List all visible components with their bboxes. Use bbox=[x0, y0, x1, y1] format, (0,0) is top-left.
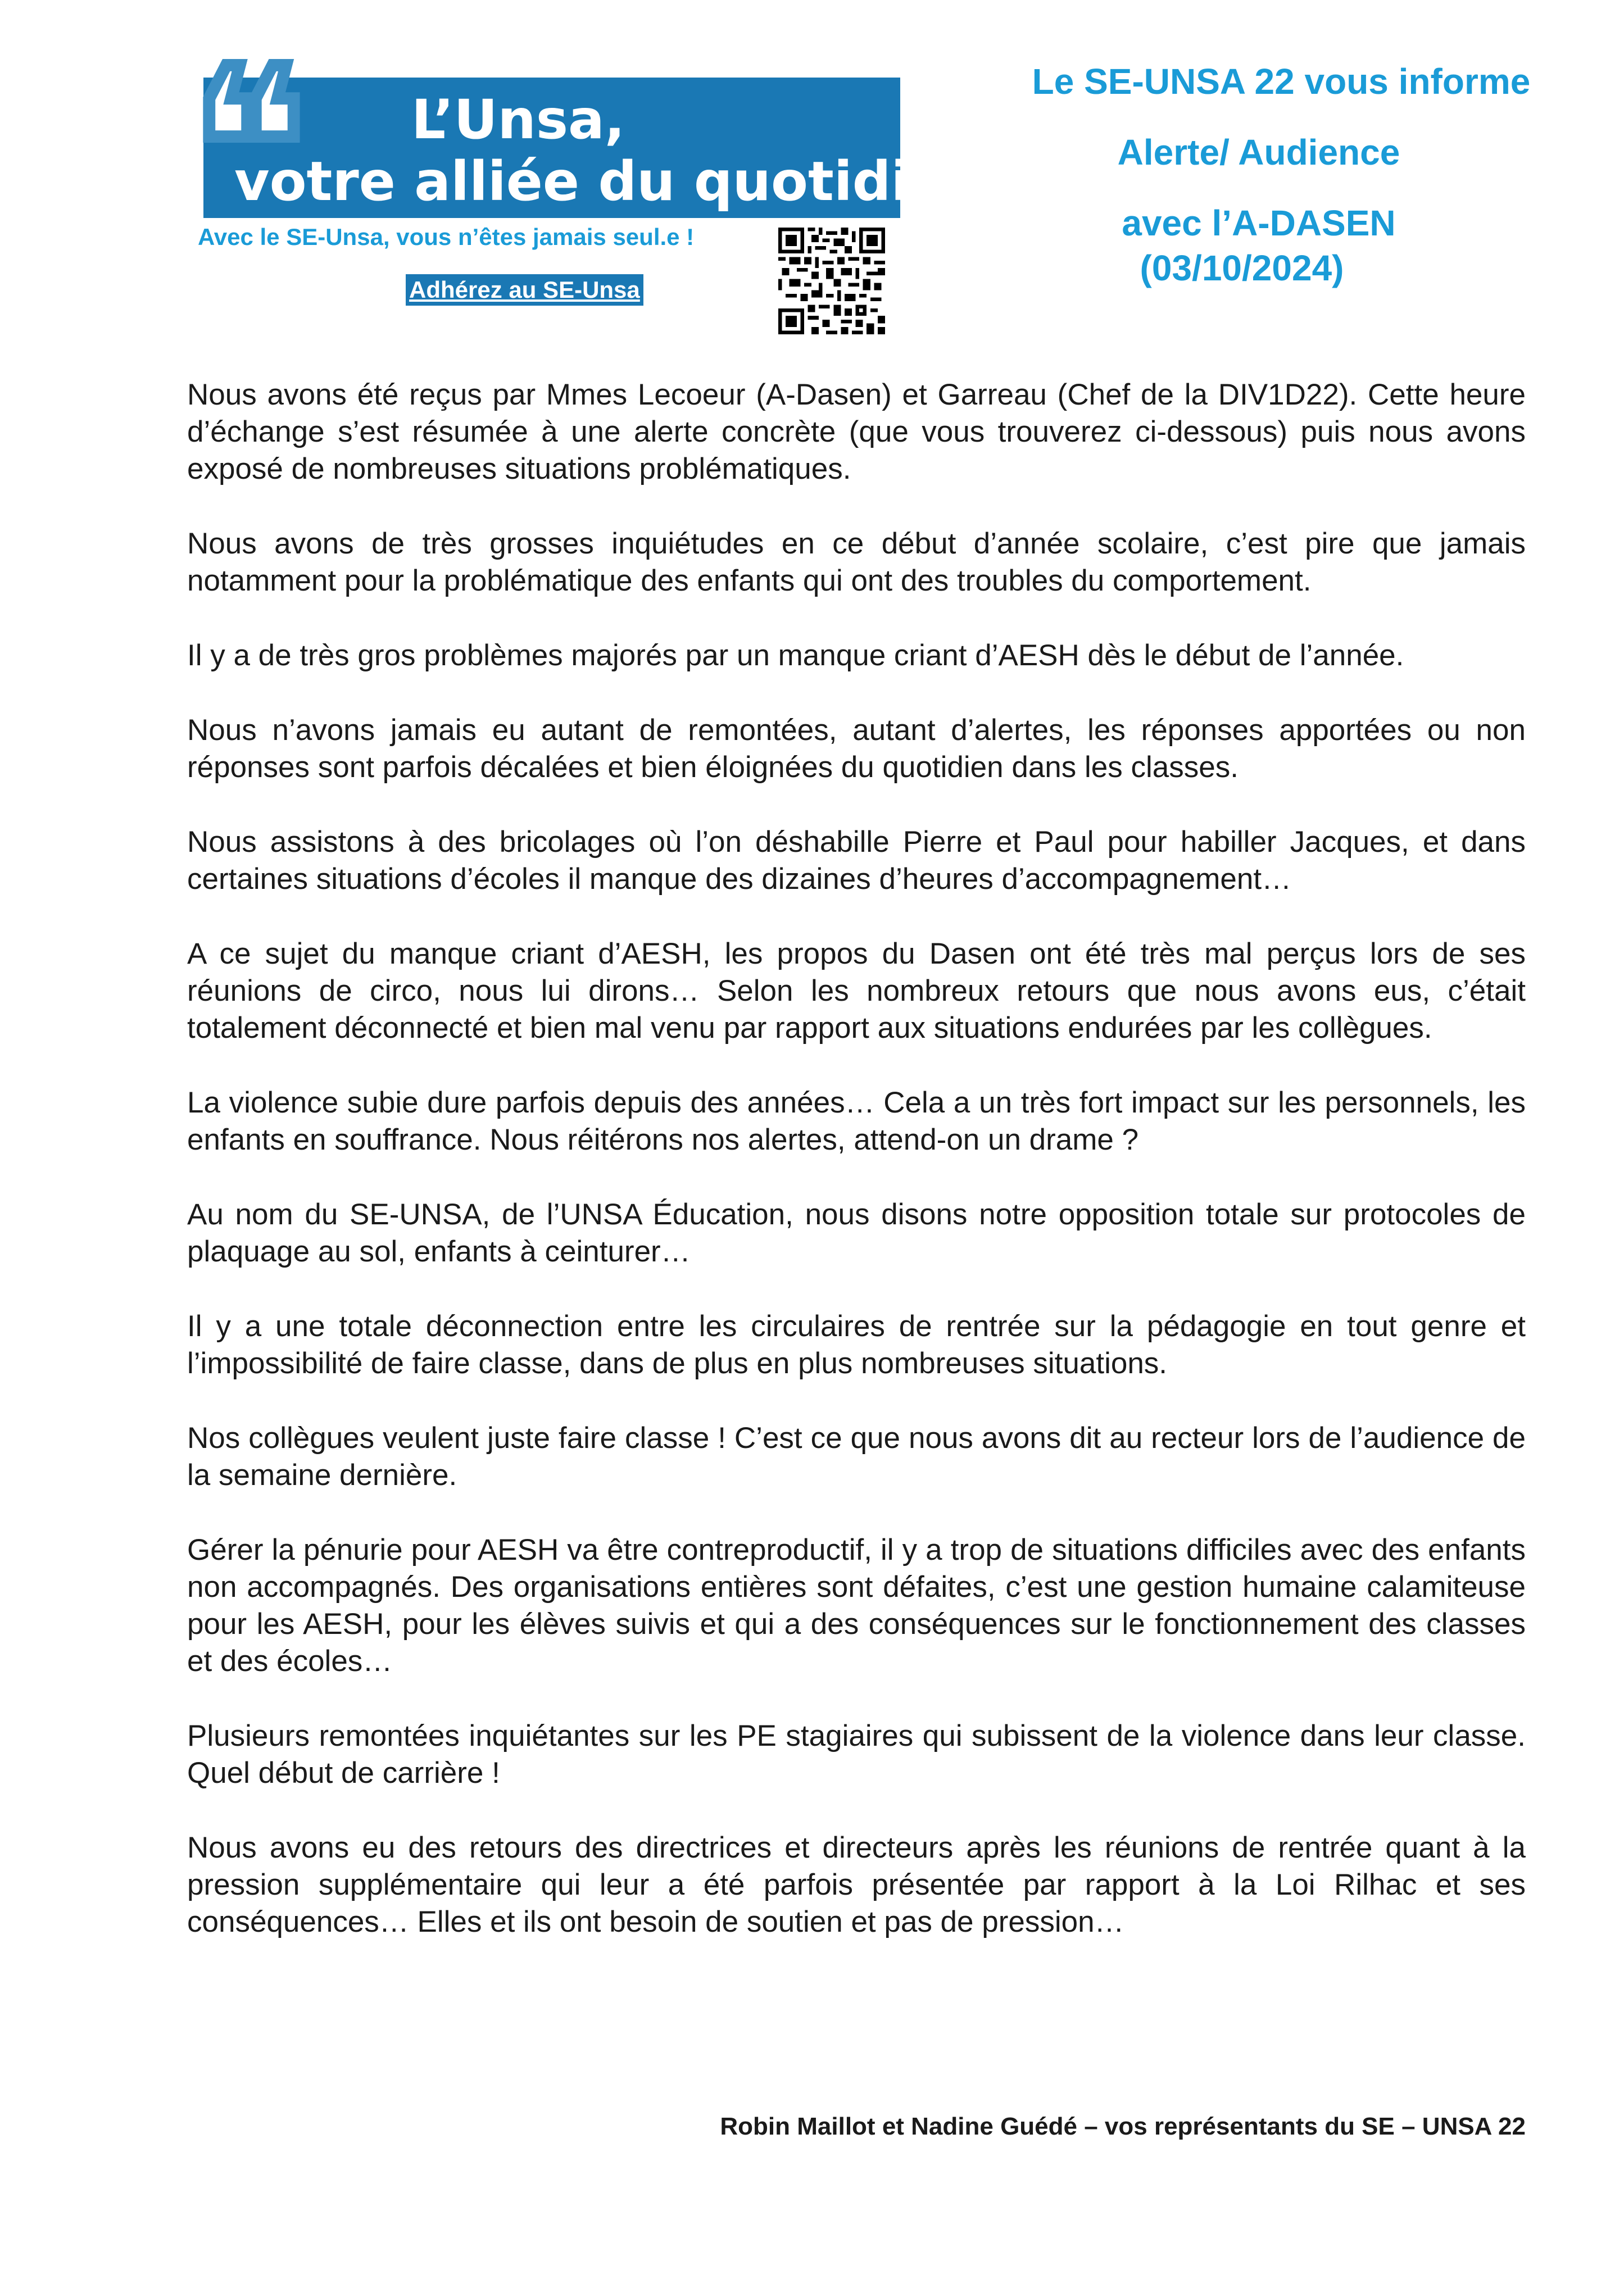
paragraph: Nous avons eu des retours des directrices et directeurs après les réunions de rentrée quant à la pression supplémentaire qui leur a été parfois présentée par rapport à la Loi Rilhac et ses conséquences… Elles et ils ont besoin de soutien et pas de pression… bbox=[187, 1831, 1526, 1938]
paragraph: A ce sujet du manque criant d’AESH, les propos du Dasen ont été très mal perçus lors de ses réunions de circo, nous lui dirons… Selon les nombreux retours que nous avons eus, c’était totalement déconnecté et bien mal venu par rapport aux situations endurées par les collègues. bbox=[187, 937, 1526, 1045]
signature: Robin Maillot et Nadine Guédé – vos représentants du SE – UNSA 22 bbox=[720, 2113, 1526, 2140]
paragraph: Nous assistons à des bricolages où l’on déshabille Pierre et Paul pour habiller Jacques, et dans certaines situations d’écoles il manque des dizaines d’heures d’accompagnement… bbox=[187, 825, 1526, 896]
paragraph: Il y a une totale déconnection entre les circulaires de rentrée sur la pédagogie en tout genre et l’impossibilité de faire classe, dans de plus en plus nombreuses situations. bbox=[187, 1310, 1526, 1380]
paragraph: Gérer la pénurie pour AESH va être contreproductif, il y a trop de situations difficiles avec des enfants non accompagnés. Des organisations entières sont défaites, c’est une gestion humaine calamiteuse pour les AESH, pour les élèves suivis et qui a des conséquences sur le fonctionnement des classes et des écoles… bbox=[187, 1533, 1526, 1678]
banner-line-1: L’Unsa, bbox=[411, 88, 625, 151]
quotation-mark-icon: ❛❛ bbox=[191, 20, 284, 271]
paragraph: Nos collègues veulent juste faire classe ! C’est ce que nous avons dit au recteur lors de l’audience de la semaine dernière. bbox=[187, 1422, 1526, 1492]
paragraph: Il y a de très gros problèmes majorés par un manque criant d’AESH dès le début de l’année. bbox=[187, 639, 1404, 672]
info-title: Le SE-UNSA 22 vous informe bbox=[1032, 61, 1531, 102]
info-date: (03/10/2024) bbox=[1140, 248, 1344, 288]
info-header bbox=[950, 59, 1568, 290]
qr-code-icon[interactable] bbox=[778, 228, 885, 334]
info-alert-line: Alerte/ Audience bbox=[1117, 132, 1400, 172]
paragraph: Nous avons été reçus par Mmes Lecoeur (A-Dasen) et Garreau (Chef de la DIV1D22). Cette heure d’échange s’est résumée à une alerte concrète (que vous trouverez ci-dessous) puis nous avons exposé de nombreuses situations problématiques. bbox=[187, 378, 1526, 485]
unsa-banner-logo bbox=[203, 78, 985, 218]
document-body bbox=[187, 376, 1526, 1978]
paragraph: Au nom du SE-UNSA, de l’UNSA Éducation, nous disons notre opposition totale sur protocoles de plaquage au sol, enfants à ceinturer… bbox=[187, 1198, 1526, 1268]
join-link[interactable]: Adhérez au SE-Unsa bbox=[406, 274, 643, 306]
paragraph: Nous n’avons jamais eu autant de remontées, autant d’alertes, les réponses apportées ou non réponses sont parfois décalées et bien éloignées du quotidien dans les classes. bbox=[187, 714, 1526, 784]
tagline: Avec le SE-Unsa, vous n’êtes jamais seul.e ! bbox=[198, 224, 695, 250]
banner-line-2: votre alliée du quotidien bbox=[234, 150, 985, 213]
paragraph: La violence subie dure parfois depuis des années… Cela a un très fort impact sur les personnels, les enfants en souffrance. Nous réitérons nos alertes, attend-on un drame ? bbox=[187, 1086, 1526, 1156]
paragraph: Plusieurs remontées inquiétantes sur les PE stagiaires qui subissent de la violence dans leur classe. Quel début de carrière ! bbox=[187, 1719, 1526, 1790]
info-audience-line: avec l’A-DASEN bbox=[1122, 203, 1396, 243]
paragraph: Nous avons de très grosses inquiétudes en ce début d’année scolaire, c’est pire que jamais notamment pour la problématique des enfants qui ont des troubles du comportement. bbox=[187, 527, 1526, 597]
